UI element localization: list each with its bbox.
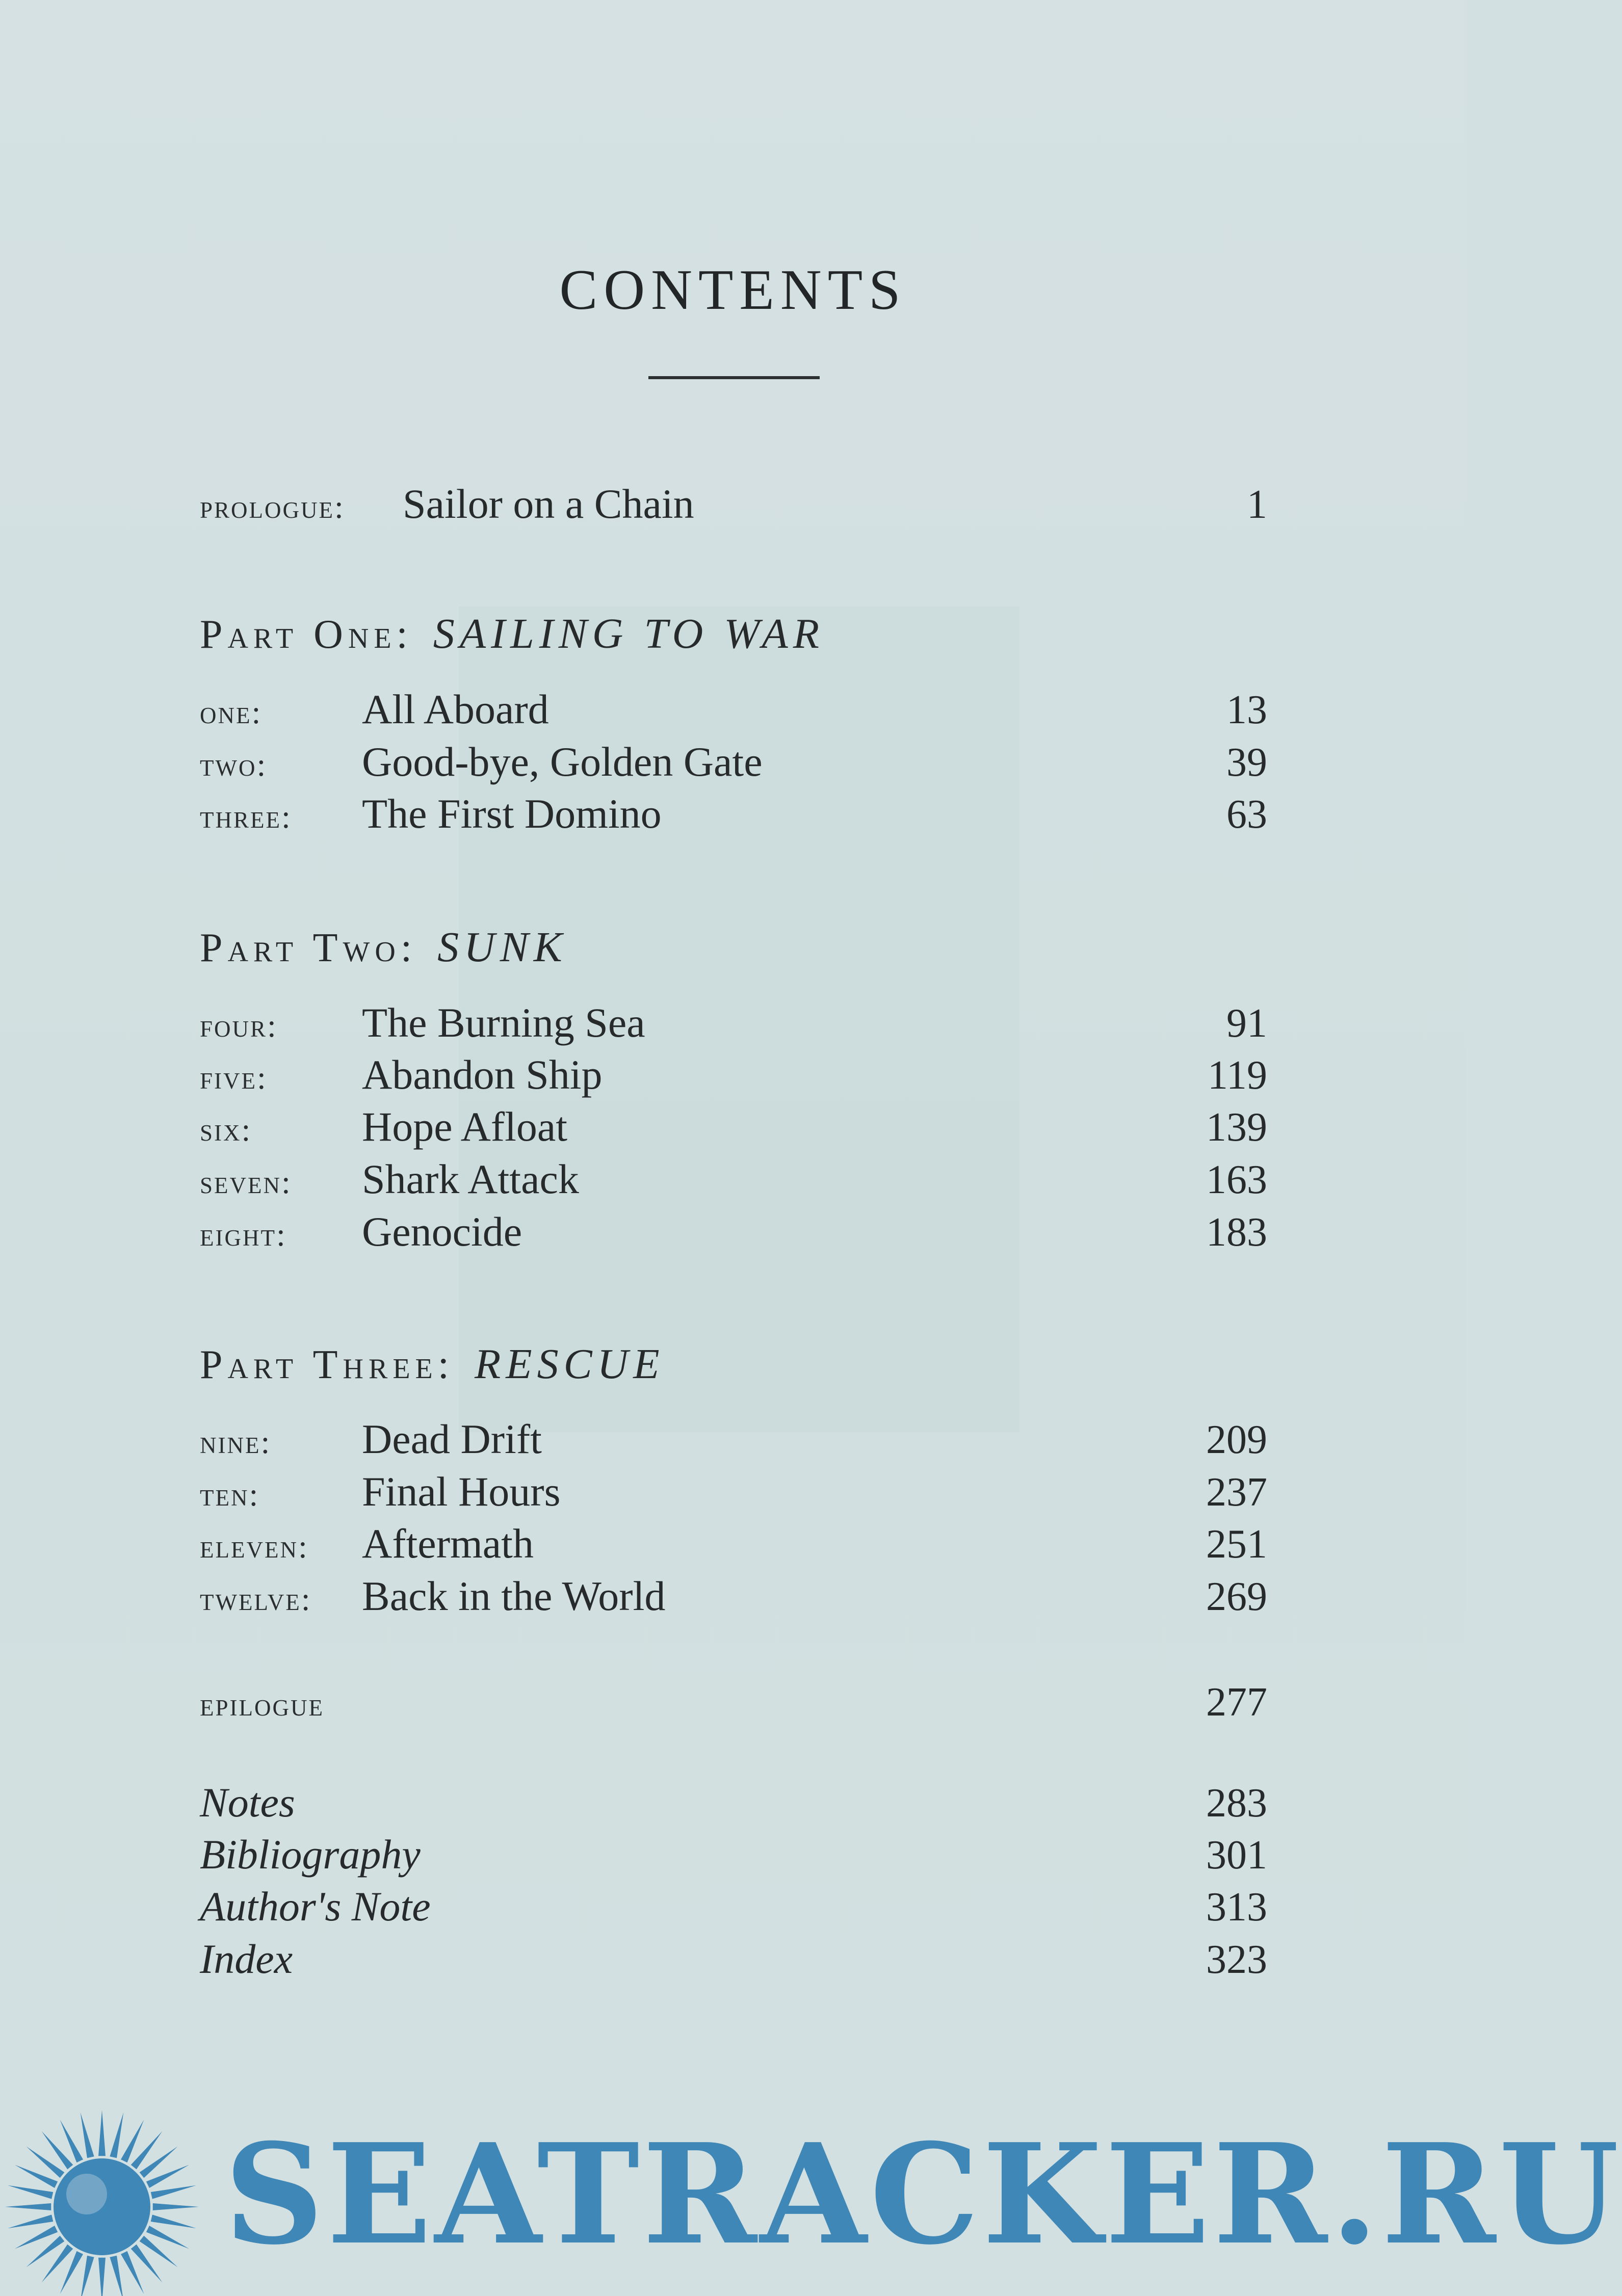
page-number: 269 xyxy=(1206,1574,1267,1619)
chapter-label: eleven: xyxy=(200,1528,309,1565)
chapter-title: Aftermath xyxy=(362,1520,534,1567)
page-title: CONTENTS xyxy=(559,258,907,322)
chapter-label: six: xyxy=(200,1112,252,1148)
page-number: 313 xyxy=(1206,1885,1267,1930)
toc-row[interactable] xyxy=(200,1468,1267,1525)
chapter-title: Abandon Ship xyxy=(362,1051,603,1098)
part-label: Part One: xyxy=(200,612,413,657)
toc-row-prologue[interactable] xyxy=(200,481,1267,537)
toc-row[interactable] xyxy=(200,738,1267,795)
chapter-label: seven: xyxy=(200,1164,292,1200)
toc-row-epilogue[interactable] xyxy=(200,1682,1267,1735)
page-number: 251 xyxy=(1206,1522,1267,1567)
chapter-title: All Aboard xyxy=(362,686,549,732)
section-title: Author's Note xyxy=(200,1883,431,1930)
page-number: 91 xyxy=(1226,1001,1267,1046)
page-number: 63 xyxy=(1226,792,1267,837)
chapter-label: nine: xyxy=(200,1424,272,1460)
section-title: Notes xyxy=(200,1779,295,1826)
toc-row[interactable] xyxy=(200,1208,1267,1265)
chapter-label: twelve: xyxy=(200,1581,312,1617)
part-heading-one xyxy=(200,609,824,670)
page-number: 13 xyxy=(1226,688,1267,732)
page-number: 183 xyxy=(1206,1210,1267,1255)
sun-ray xyxy=(81,2113,94,2158)
chapter-title: The Burning Sea xyxy=(362,999,645,1046)
chapter-title: The First Domino xyxy=(362,790,662,837)
part-heading-two xyxy=(200,922,567,984)
toc-row[interactable] xyxy=(200,790,1267,847)
chapter-label: prologue: xyxy=(200,489,345,525)
part-name: SUNK xyxy=(437,923,567,971)
sun-ray xyxy=(5,2203,51,2210)
toc-row-back-matter[interactable] xyxy=(200,1936,1267,1992)
sun-ray xyxy=(153,2203,199,2210)
sun-ray xyxy=(110,2113,123,2158)
toc-row-back-matter[interactable] xyxy=(200,1831,1267,1888)
chapter-label: five: xyxy=(200,1060,268,1096)
part-label: Part Two: xyxy=(200,926,417,970)
toc-row-back-matter[interactable] xyxy=(200,1883,1267,1940)
page-number: 301 xyxy=(1206,1833,1267,1878)
sun-ray xyxy=(81,2256,94,2296)
sun-ray xyxy=(98,2258,106,2296)
toc-row[interactable] xyxy=(200,1416,1267,1472)
chapter-title: Shark Attack xyxy=(362,1156,579,1202)
chapter-title: Genocide xyxy=(362,1208,522,1255)
sun-ray xyxy=(8,2185,54,2199)
toc-row[interactable] xyxy=(200,1520,1267,1577)
sun-ray xyxy=(151,2214,197,2228)
chapter-label: three: xyxy=(200,799,292,835)
sun-ray xyxy=(110,2256,123,2296)
chapter-title: Dead Drift xyxy=(362,1416,542,1462)
chapter-title: Final Hours xyxy=(362,1468,561,1515)
page-number: 277 xyxy=(1206,1680,1267,1725)
toc-row[interactable] xyxy=(200,1156,1267,1212)
chapter-label: two: xyxy=(200,747,268,783)
toc-row[interactable] xyxy=(200,686,1267,743)
page-number: 323 xyxy=(1206,1937,1267,1982)
chapter-title: Sailor on a Chain xyxy=(403,481,694,527)
page-number: 119 xyxy=(1207,1053,1267,1098)
sun-ray xyxy=(98,2110,106,2156)
toc-row-back-matter[interactable] xyxy=(200,1779,1267,1836)
chapter-label: one: xyxy=(200,694,263,730)
part-label: Part Three: xyxy=(200,1342,454,1387)
sun-logo-icon xyxy=(0,2084,224,2293)
part-heading-three xyxy=(200,1339,665,1401)
watermark xyxy=(0,2079,1622,2296)
toc-row[interactable] xyxy=(200,999,1267,1056)
toc-row[interactable] xyxy=(200,1573,1267,1629)
page-number: 209 xyxy=(1206,1417,1267,1462)
section-title: Index xyxy=(200,1936,293,1982)
watermark-text: SEATRACKER.RU xyxy=(224,2113,1622,2275)
page-number: 163 xyxy=(1206,1157,1267,1202)
chapter-label: eight: xyxy=(200,1217,287,1253)
sun-ray xyxy=(151,2185,197,2199)
chapter-label: ten: xyxy=(200,1476,260,1513)
chapter-label: four: xyxy=(200,1008,278,1044)
chapter-title: Back in the World xyxy=(362,1573,666,1619)
chapter-title: Good-bye, Golden Gate xyxy=(362,738,763,785)
page-number: 237 xyxy=(1206,1470,1267,1515)
part-name: SAILING TO WAR xyxy=(433,610,825,657)
chapter-title: Hope Afloat xyxy=(362,1103,568,1150)
page-number: 1 xyxy=(1247,482,1267,527)
section-title: Bibliography xyxy=(200,1831,421,1878)
page-number: 39 xyxy=(1226,740,1267,785)
page-number: 139 xyxy=(1206,1105,1267,1150)
sun-ray xyxy=(8,2214,54,2228)
page-number: 283 xyxy=(1206,1781,1267,1826)
toc-row[interactable] xyxy=(200,1051,1267,1108)
chapter-label: epilogue xyxy=(200,1686,324,1723)
part-name: RESCUE xyxy=(474,1340,665,1388)
title-rule xyxy=(648,376,820,379)
toc-row[interactable] xyxy=(200,1103,1267,1160)
